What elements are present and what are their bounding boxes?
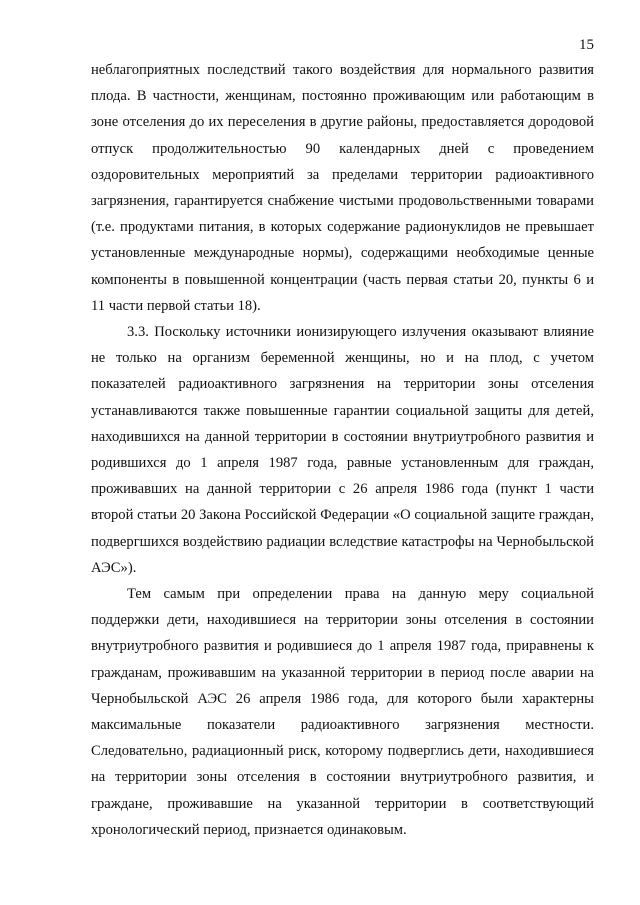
paragraph-continuation: неблагоприятных последствий такого воздействия для нормального развития плода. В частности, женщинам, постоянно проживающим или работающим в зоне отселения до их переселения в другие районы, предоставляется дородовой отпуск продолжительностью 90 календарных дней с проведением оздоровительных мероприятий за пределами территории радиоактивного загрязнения, гарантируется снабжение чистыми продовольственными товарами (т.е. продуктами питания, в которых содержание радионуклидов не превышает установленные международные нормы), содержащими необходимые ценные компоненты в повышенной концентрации (часть первая статьи 20, пункты 6 и 11 части первой статьи 18). xyxy=(91,62,594,314)
paragraph-conclusion: Тем самым при определении права на данную меру социальной поддержки дети, находившиеся на территории зоны отселения в состоянии внутриутробного развития и родившиеся до 1 апреля 1987 года, приравнены к гражданам, проживавшим на указанной территории в период после аварии на Чернобыльской АЭС 26 апреля 1986 года, для которого были характерны максимальные показатели радиоактивного загрязнения местности. Следовательно, радиационный риск, которому подверглись дети, находившиеся на территории зоны отселения в состоянии внутриутробного развития, и граждане, проживавшие на указанной территории в соответствующий хронологический период, признается одинаковым. xyxy=(91,586,594,838)
page-number: 15 xyxy=(579,37,594,53)
document-body xyxy=(91,57,594,843)
paragraph-section-3-3: 3.3. Поскольку источники ионизирующего излучения оказывают влияние не только на организм беременной женщины, но и на плод, с учетом показателей радиоактивного загрязнения на территории зоны отселения устанавливаются также повышенные гарантии социальной защиты для детей, находившихся на данной территории в состоянии внутриутробного развития и родившихся до 1 апреля 1987 года, равные установленным для граждан, проживавших на данной территории с 26 апреля 1986 года (пункт 1 части второй статьи 20 Закона Российской Федерации «О социальной защите граждан, подвергшихся воздействию радиации вследствие катастрофы на Чернобыльской АЭС»). xyxy=(91,324,594,576)
